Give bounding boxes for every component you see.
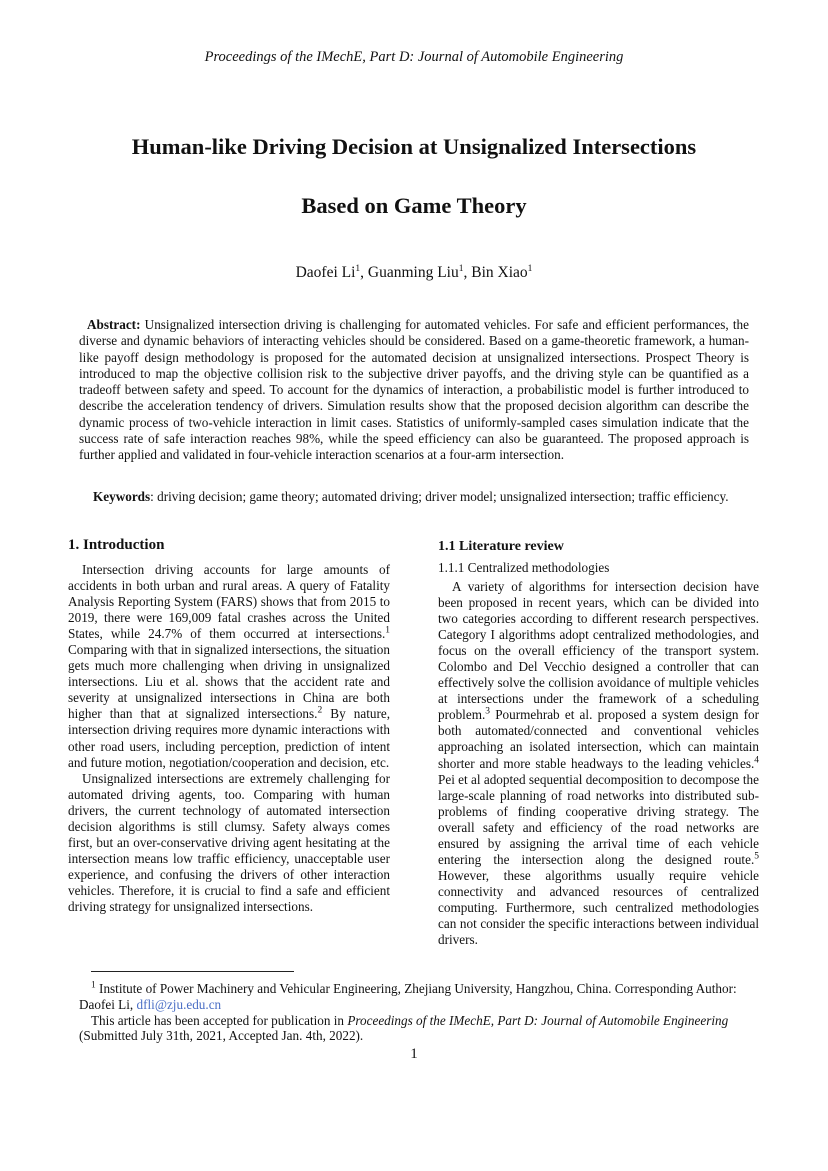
citation-mark: 4 bbox=[754, 755, 759, 766]
keywords-text: : driving decision; game theory; automated driving; driver model; unsignalized intersection; traffic efficiency. bbox=[150, 489, 729, 504]
introduction-paragraph-2: Unsignalized intersections are extremely challenging for automated driving agents, too. Comparing with human drivers, the current technology of automated intersection decision algorithms is still clumsy. Safety always comes first, but an over-conservative driving agent hesitating at the intersection means low traffic efficiency, unacceptable user experience, and confusing the drivers of other interaction vehicles. Therefore, it is crucial to find a safe and efficient driving strategy for unsignalized intersections. bbox=[68, 770, 390, 914]
author-name: Daofei Li bbox=[295, 264, 356, 281]
left-column bbox=[68, 536, 390, 915]
journal-name: Proceedings of the IMechE, Part D: Journal of Automobile Engineering bbox=[347, 1012, 729, 1028]
abstract bbox=[79, 317, 749, 464]
page-number: 1 bbox=[410, 1046, 418, 1062]
text-run: Pourmehrab et al. proposed a system design for both automated/connected and conventional vehicles approaching an isolated intersection, which can maintain shorter and more stable headways to the leading vehicles. bbox=[438, 707, 759, 771]
citation-mark: 5 bbox=[754, 851, 759, 862]
text-run: A variety of algorithms for intersection decision have been proposed in recent years, which can be divided into two categories according to different research perspectives. Category I algorithms adopt centralized methodologies, and focus on the overall efficiency of the transport system. Colombo and Del Vecchio designed a controller that can effectively solve the collision avoidance of multiple vehicles at intersections under the framework of a scheduling problem. bbox=[438, 579, 759, 723]
paper-title-line-1: Human-like Driving Decision at Unsignalized Intersections bbox=[131, 134, 697, 159]
author-list: Daofei Li$^1$, Guanming Liu$^1$, Bin Xiao$^1$ bbox=[295, 263, 533, 281]
introduction-heading: 1. Introduction bbox=[68, 537, 165, 553]
text-run: This article has been accepted for publication in bbox=[91, 1012, 348, 1028]
text-run: Intersection driving accounts for large amounts of accidents in both urban and rural areas. A query of Fatality Analysis Reporting System (FARS) shows that from 2015 to 2019, there were 169,009 fatal crashes across the United States, while 24.7% of them occurred at intersections. bbox=[68, 562, 390, 642]
citation-mark: 2 bbox=[317, 706, 323, 717]
literature-review-heading: 1.1 Literature review bbox=[438, 539, 564, 554]
footnote-mark: 1 bbox=[91, 980, 96, 991]
citation-mark: 1 bbox=[385, 625, 390, 636]
author-name: Bin Xiao bbox=[471, 264, 528, 281]
author-email-link[interactable]: dfli@zju.edu.cn bbox=[136, 996, 222, 1012]
citation-mark: 3 bbox=[485, 706, 490, 717]
text-run: However, these algorithms usually require vehicle connectivity and advanced resources of centralized computing. Furthermore, such centralized methodologies can not consider the specific interactions between individual drivers. bbox=[438, 867, 759, 948]
centralized-methodologies-heading: 1.1.1 Centralized methodologies bbox=[438, 560, 610, 575]
author-affiliation-mark: 1 bbox=[458, 263, 464, 274]
paper-title-line-2: Based on Game Theory bbox=[301, 193, 527, 218]
introduction-paragraph-1 bbox=[68, 562, 390, 771]
text-run: Pei et al adopted sequential decomposition to decompose the large-scale planning of road networks into distributed sub-problems of finding cooperative driving strategy. The overall safety and efficiency of the road networks are ensured by assigning the arrival time of each vehicle entering the intersection along the designed route. bbox=[438, 771, 759, 867]
abstract-text: Unsignalized intersection driving is challenging for automated vehicles. For safe and efficient performances, the diverse and dynamic behaviors of interacting vehicles should be considered. Based on a game-theoretic framework, a human-like payoff design methodology is proposed for the automated decision at unsignalized intersections. Prospect Theory is introduced to map the objective collision risk to the subjective driver payoffs, and the driving style can be quantified as a tradeoff between safety and speed. To account for the dynamics of interaction, a probabilistic model is further introduced to describe the acceleration tendency of drivers. Simulation results show that the proposed decision algorithm can describe the dynamic process of two-vehicle interaction in limit cases. Statistics of uniformly-sampled cases simulation indicate that the success rate of safe interaction reaches 98%, while the speed efficiency can also be guaranteed. The proposed approach is further applied and validated in four-vehicle interaction scenarios at a four-arm intersection. bbox=[79, 317, 749, 463]
author-affiliation-mark: 1 bbox=[355, 263, 361, 274]
abstract-label: Abstract: bbox=[87, 317, 141, 332]
text-run: (Submitted July 31th, 2021, Accepted Jan. 4th, 2022). bbox=[79, 1028, 364, 1044]
text-run: Institute of Power Machinery and Vehicular Engineering, Zhejiang University, Hangzhou, China. Corresponding Author: Daofei Li, bbox=[79, 981, 737, 1012]
journal-header: Proceedings of the IMechE, Part D: Journal of Automobile Engineering bbox=[204, 49, 624, 65]
footnote-affiliation bbox=[79, 981, 747, 1013]
footnote-divider bbox=[91, 971, 294, 972]
footnote bbox=[79, 981, 747, 1044]
literature-review-paragraph bbox=[438, 579, 759, 948]
author-affiliation-mark: 1 bbox=[527, 263, 533, 274]
keywords bbox=[79, 489, 749, 505]
footnote-acceptance bbox=[79, 1013, 747, 1045]
text-run: Comparing with that in signalized intersections, the situation gets much more challenging when driving in unsignalized intersections. Liu et al. shows that the accident rate and severity at unsignalized intersections in China are both higher than that at signalized intersections. bbox=[68, 642, 390, 722]
author-name: Guanming Liu bbox=[367, 264, 459, 281]
keywords-label: Keywords bbox=[93, 489, 151, 504]
text-run: By nature, intersection driving requires more dynamic interactions with other road users, including perception, prediction of intent and future motion, negotiation/cooperation and decision, etc. bbox=[68, 706, 390, 770]
right-column bbox=[438, 538, 759, 948]
